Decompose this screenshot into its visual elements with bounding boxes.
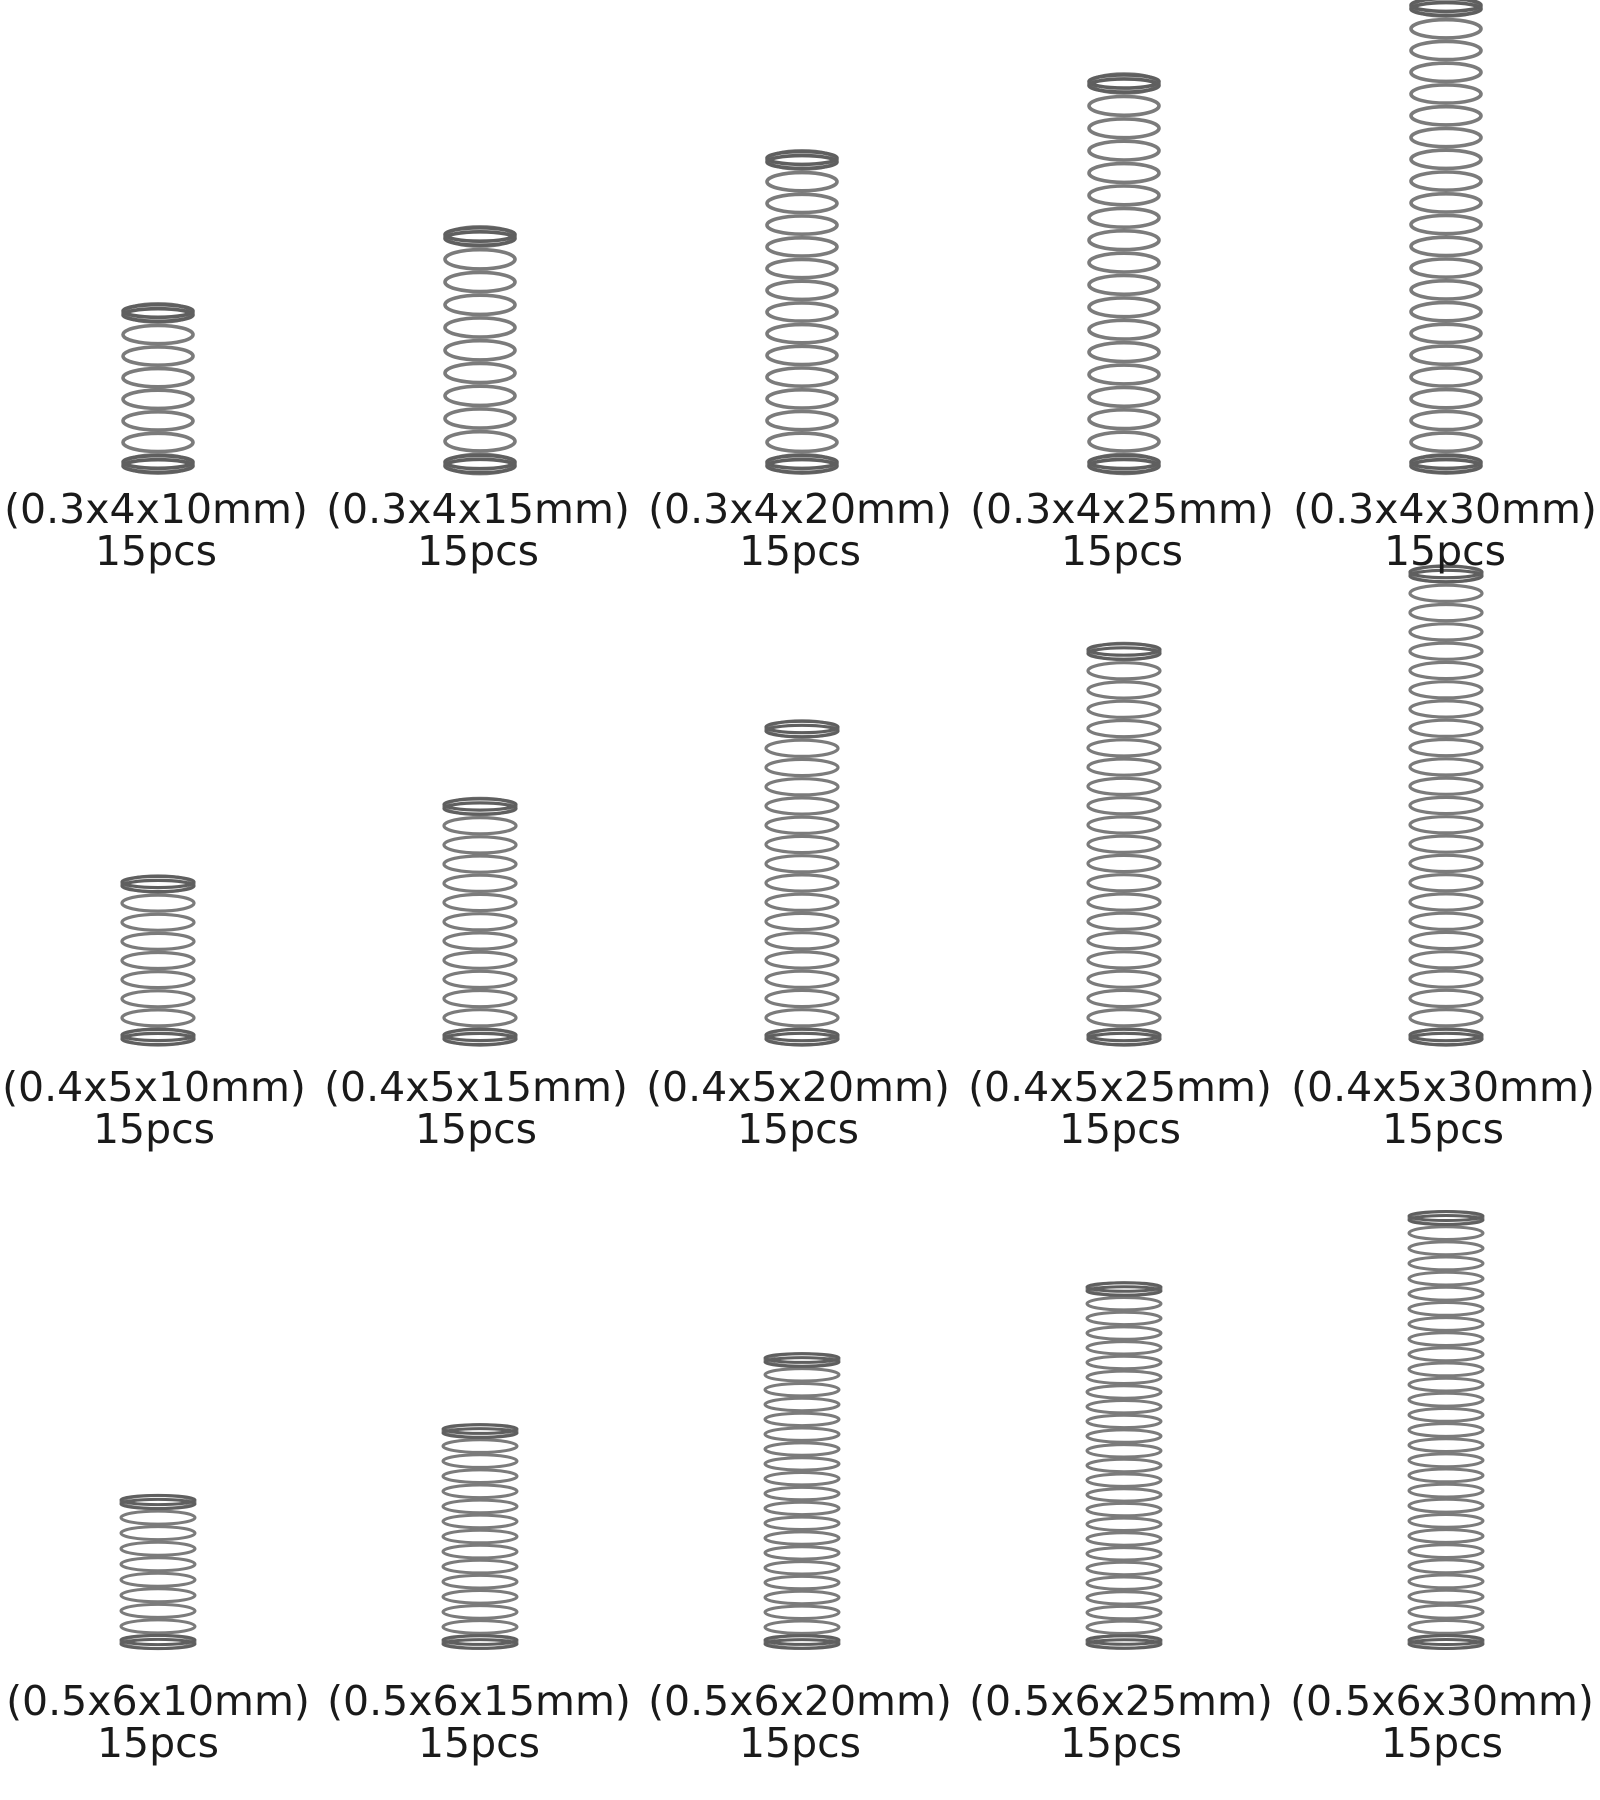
spring-coil [1088,990,1160,1006]
spring-coil [1409,1605,1483,1618]
spring-coil [444,991,516,1007]
spring-coil [1088,952,1160,968]
spring-coil [122,914,194,930]
spring-coil [766,817,838,833]
spring-coil [1409,1348,1483,1361]
spring-coil [1409,1287,1483,1300]
spring-spec: (0.3x4x30mm) [1293,485,1597,533]
spring-coil [121,1511,195,1524]
spring-coil [765,1473,839,1485]
spring-coil [1088,836,1160,852]
spring-coil [766,894,838,910]
spring-coil [1409,1257,1483,1270]
spring-coil [1089,164,1159,183]
spring-coil [767,260,837,278]
spring-coil [444,914,516,930]
spring-label [316,1063,636,1153]
spring-coil [123,326,193,344]
spring-coil [1411,411,1481,429]
spring-coil [767,412,837,430]
spring-coil [1087,1430,1161,1442]
spring-coil [1089,253,1159,272]
spring-coil [443,1575,517,1588]
spring-coil [766,740,838,756]
spring-coil [444,952,516,968]
spring-coil [767,390,837,408]
spring-coil [121,1620,195,1633]
spring-coil [445,386,515,405]
compression-spring [1089,74,1159,473]
spring-coil [766,933,838,949]
spring-coil [765,1562,839,1574]
spring-coil [1089,208,1159,227]
spring-label [1283,1063,1600,1153]
spring-coil [1087,1459,1161,1471]
spring-coil [767,433,837,451]
spring-coil [443,1455,517,1468]
spring-coil [123,390,193,408]
spring-label [962,485,1282,575]
spring-spec: (0.4x5x20mm) [646,1063,950,1111]
spring-coil [1089,388,1159,407]
spring-label [0,485,316,575]
spring-coil [1087,1606,1161,1618]
spring-coil [766,990,838,1006]
spring-coil [765,1384,839,1396]
spring-spec: (0.4x5x15mm) [324,1063,628,1111]
spring-coil [123,433,193,451]
spring-coil [1088,778,1160,794]
compression-spring [1411,0,1481,473]
spring-coil [1411,194,1481,212]
spring-quantity: 15pcs [92,1105,216,1153]
spring-coil [1088,817,1160,833]
spring-coil [1087,1562,1161,1574]
spring-quantity: 15pcs [1383,527,1507,575]
spring-quantity: 15pcs [417,1719,541,1767]
spring-coil [445,363,515,382]
spring-coil [1410,836,1482,852]
spring-coil [765,1443,839,1455]
spring-coil [1410,605,1482,621]
spring-coil [122,895,194,911]
spring-coil [1411,216,1481,234]
spring-coil [766,913,838,929]
spring-coil [766,875,838,891]
spring-label [640,1677,960,1767]
spring-coil [1088,663,1160,679]
spring-coil [1088,759,1160,775]
compression-spring [1409,1212,1483,1649]
compression-spring [121,1495,195,1648]
spring-coil [122,1010,194,1026]
spring-coil [765,1621,839,1633]
spring-coil [1409,1484,1483,1497]
spring-quantity: 15pcs [1059,1719,1183,1767]
spring-coil [767,194,837,212]
spring-coil [1409,1424,1483,1437]
spring-coil [1088,855,1160,871]
spring-coil [1411,346,1481,364]
spring-coil [1409,1378,1483,1391]
spring-coil [444,971,516,987]
spring-coil [1409,1363,1483,1376]
spring-coil [1087,1548,1161,1560]
spring-coil [443,1606,517,1619]
spring-quantity: 15pcs [738,1719,862,1767]
spring-coil [1089,186,1159,205]
spring-coil [1409,1575,1483,1588]
compression-spring [443,1425,517,1649]
spring-coil [1089,432,1159,451]
spring-coil [444,933,516,949]
spring-coil [1410,1010,1482,1026]
spring-quantity: 15pcs [738,527,862,575]
spring-coil [767,325,837,343]
spring-coil [1089,231,1159,250]
spring-coil [1409,1454,1483,1467]
spring-coil [1411,41,1481,59]
spring-coil [443,1621,517,1634]
spring-coil [443,1591,517,1604]
spring-coil [444,856,516,872]
spring-coil [1409,1272,1483,1285]
spring-spec: (0.3x4x10mm) [4,485,308,533]
spring-coil [1087,1327,1161,1339]
spring-quantity: 15pcs [1060,527,1184,575]
spring-coil [1411,237,1481,255]
spring-coil [123,369,193,387]
spring-coil [765,1532,839,1544]
spring-coil [1411,303,1481,321]
spring-coil [121,1542,195,1555]
spring-coil [1088,933,1160,949]
spring-coil [765,1413,839,1425]
spring-quantity: 15pcs [414,1105,538,1153]
spring-coil [1087,1474,1161,1486]
spring-quantity: 15pcs [94,527,218,575]
spring-coil [1087,1503,1161,1515]
spring-coil [1410,817,1482,833]
spring-coil [766,971,838,987]
spring-coil [1411,172,1481,190]
compression-spring [122,876,194,1045]
spring-coil [765,1576,839,1588]
spring-coil [1409,1227,1483,1240]
spring-coil [1089,119,1159,138]
spring-coil [1409,1333,1483,1346]
spring-coil [1411,433,1481,451]
spring-coil [1409,1393,1483,1406]
spring-coil [445,318,515,337]
spring-coil [444,837,516,853]
spring-coil [1089,276,1159,295]
spring-coil [1089,141,1159,160]
spring-coil [766,779,838,795]
spring-coil [1089,298,1159,317]
spring-coil [1410,913,1482,929]
spring-quantity: 15pcs [736,1105,860,1153]
spring-coil [1087,1415,1161,1427]
spring-coil [1411,107,1481,125]
spring-coil [445,295,515,314]
spring-coil [1088,913,1160,929]
spring-quantity: 15pcs [96,1719,220,1767]
spring-coil [1410,875,1482,891]
spring-coil [1409,1621,1483,1634]
spring-coil [765,1502,839,1514]
spring-coil [767,281,837,299]
compression-spring [123,304,193,473]
spring-spec: (0.3x4x20mm) [648,485,952,533]
spring-coil [443,1485,517,1498]
spring-coil [444,894,516,910]
spring-coil [443,1515,517,1528]
spring-coil [1088,682,1160,698]
spring-coil [1409,1590,1483,1603]
spring-coil [767,346,837,364]
compression-spring [444,798,516,1045]
compression-spring [445,227,515,474]
spring-label [0,1063,314,1153]
spring-coil [443,1440,517,1453]
spring-coil [123,347,193,365]
spring-coil [1409,1439,1483,1452]
spring-coil [1087,1342,1161,1354]
spring-coil [1089,410,1159,429]
spring-coil [1089,343,1159,362]
spring-coil [765,1369,839,1381]
spring-coil [1089,97,1159,116]
spring-coil [1087,1577,1161,1589]
spring-coil [1410,720,1482,736]
spring-spec: (0.3x4x25mm) [970,485,1274,533]
spring-coil [1409,1303,1483,1316]
spring-coil [1409,1530,1483,1543]
spring-coil [766,798,838,814]
spring-coil [1087,1371,1161,1383]
spring-coil [121,1558,195,1571]
spring-coil [122,933,194,949]
spring-coil [1411,63,1481,81]
spring-coil [443,1545,517,1558]
spring-quantity: 15pcs [416,527,540,575]
spring-coil [1410,740,1482,756]
spring-coil [765,1398,839,1410]
spring-coil [767,368,837,386]
spring-quantity: 15pcs [1381,1105,1505,1153]
spring-coil [1088,798,1160,814]
spring-coil [122,953,194,969]
spring-coil [767,238,837,256]
spring-coil [1411,259,1481,277]
spring-coil [1088,1010,1160,1026]
spring-label [638,1063,958,1153]
spring-coil [765,1606,839,1618]
spring-spec: (0.5x6x25mm) [969,1677,1273,1725]
spring-coil [444,818,516,834]
spring-coil [765,1547,839,1559]
compression-spring [766,721,838,1045]
spring-coil [121,1604,195,1617]
spring-coil [445,409,515,428]
spring-coil [1410,797,1482,813]
spring-label [1282,1677,1600,1767]
spring-coil [767,216,837,234]
compression-spring [1410,566,1482,1045]
spring-coil [1409,1515,1483,1528]
spring-coil [766,1010,838,1026]
spring-spec: (0.3x4x15mm) [326,485,630,533]
spring-coil [121,1589,195,1602]
spring-coil [1087,1386,1161,1398]
spring-coil [1409,1242,1483,1255]
spring-coil [1410,662,1482,678]
spring-coil [1087,1592,1161,1604]
spring-coil [1087,1445,1161,1457]
spring-coil [123,412,193,430]
spring-coil [1410,585,1482,601]
spring-coil [1087,1298,1161,1310]
spring-coil [1410,932,1482,948]
spring-coil [766,856,838,872]
spring-spec: (0.5x6x15mm) [327,1677,631,1725]
spring-coil [443,1560,517,1573]
spring-coil [767,303,837,321]
spring-coil [1088,701,1160,717]
spring-coil [443,1530,517,1543]
spring-coil [1088,740,1160,756]
spring-spec: (0.5x6x30mm) [1290,1677,1594,1725]
compression-spring [767,151,837,473]
spring-label [319,1677,639,1767]
spring-coil [765,1591,839,1603]
spring-coil [1411,129,1481,147]
spring-coil [1087,1518,1161,1530]
spring-coil [767,173,837,191]
spring-coil [1087,1489,1161,1501]
spring-spec: (0.4x5x30mm) [1291,1063,1595,1111]
spring-coil [1089,365,1159,384]
spring-coil [1411,390,1481,408]
spring-coil [121,1573,195,1586]
spring-label [318,485,638,575]
spring-coil [765,1517,839,1529]
spring-label [961,1677,1281,1767]
spring-label [640,485,960,575]
spring-coil [1411,20,1481,38]
spring-coil [122,991,194,1007]
spring-label [0,1677,318,1767]
spring-coil [444,1010,516,1026]
spring-spec: (0.5x6x20mm) [648,1677,952,1725]
spring-coil [443,1500,517,1513]
spring-spec: (0.4x5x10mm) [2,1063,306,1111]
spring-coil [1410,643,1482,659]
spring-coil [1410,759,1482,775]
spring-coil [1410,682,1482,698]
spring-coil [1087,1312,1161,1324]
spring-coil [1087,1401,1161,1413]
spring-coil [1410,990,1482,1006]
spring-coil [443,1470,517,1483]
spring-coil [1410,778,1482,794]
spring-coil [1088,971,1160,987]
spring-coil [445,341,515,360]
spring-coil [1410,971,1482,987]
spring-coil [1411,281,1481,299]
spring-coil [1411,324,1481,342]
spring-coil [1087,1621,1161,1633]
spring-coil [1409,1560,1483,1573]
spring-coil [1409,1469,1483,1482]
spring-coil [1411,85,1481,103]
spring-coil [766,952,838,968]
spring-coil [1088,721,1160,737]
spring-coil [1409,1318,1483,1331]
spring-spec: (0.5x6x10mm) [6,1677,310,1725]
spring-coil [1410,701,1482,717]
compression-spring [1088,643,1160,1045]
spring-spec: (0.4x5x25mm) [968,1063,1272,1111]
spring-coil [444,875,516,891]
spring-coil [1089,320,1159,339]
spring-label [960,1063,1280,1153]
spring-coil [1410,894,1482,910]
compression-spring [765,1354,839,1649]
spring-coil [1409,1499,1483,1512]
spring-coil [1410,624,1482,640]
spring-coil [1411,368,1481,386]
spring-coil [445,272,515,291]
spring-coil [765,1428,839,1440]
spring-coil [1410,952,1482,968]
spring-quantity: 15pcs [1380,1719,1504,1767]
spring-coil [1088,875,1160,891]
spring-coil [445,432,515,451]
spring-coil [1410,855,1482,871]
spring-coil [1088,894,1160,910]
spring-coil [766,759,838,775]
spring-coil [445,250,515,269]
spring-quantity: 15pcs [1058,1105,1182,1153]
spring-coil [121,1527,195,1540]
spring-label [1285,485,1600,575]
spring-coil [1409,1409,1483,1422]
spring-coil [1087,1356,1161,1368]
spring-coil [765,1487,839,1499]
spring-coil [766,836,838,852]
spring-coil [765,1458,839,1470]
spring-coil [1409,1545,1483,1558]
compression-spring [1087,1283,1161,1649]
spring-coil [1087,1533,1161,1545]
spring-coil [1411,150,1481,168]
spring-coil [122,972,194,988]
